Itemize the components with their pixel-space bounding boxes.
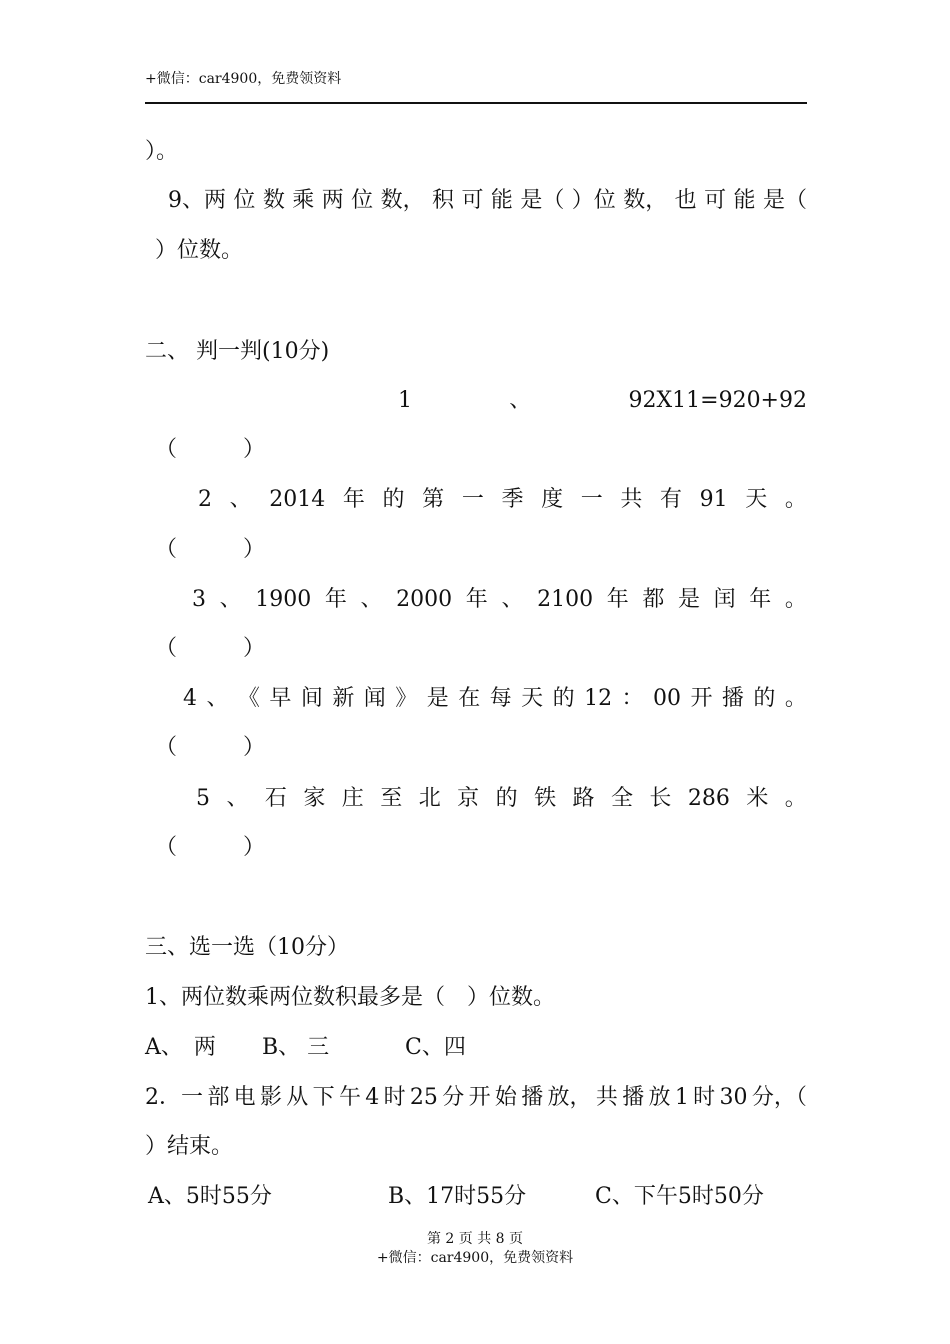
judge-item-2 (198, 487, 807, 513)
choice-q2-option-c: C、下午5时50分 (595, 1184, 764, 1209)
section2-title: 二、 判一判(10分) (145, 339, 330, 364)
choice-q2-line1-token: 午 (338, 1085, 361, 1110)
choice-q2-line1-token: 1 (674, 1085, 689, 1110)
judge-item-5-paren: （ ） (155, 835, 266, 860)
q9-line1-token: 9、两 (168, 188, 226, 213)
choice-q2-line1 (145, 1085, 807, 1111)
judge-item-1-token: 1 (398, 388, 412, 413)
judge-item-1-token: 92X11=920+92 (628, 388, 807, 413)
judge-item-3-token: 、 (501, 587, 524, 612)
judge-item-2-token: 第 (422, 487, 445, 512)
judge-item-3-token: 是 (677, 587, 700, 612)
choice-q2-line1-token: 从 (286, 1085, 309, 1110)
judge-item-2-token: 91 (699, 487, 728, 512)
judge-item-4-token: 播 (721, 686, 744, 711)
q9-line1-token: 积 (432, 188, 455, 213)
choice-q2-line1-token: 30 (719, 1085, 748, 1110)
judge-item-3-token: 2100 (537, 587, 594, 612)
judge-item-4 (183, 686, 807, 712)
judge-item-5-token: 家 (303, 786, 326, 811)
judge-item-3-token: 2000 (396, 587, 453, 612)
judge-item-4-token: 开 (690, 686, 713, 711)
choice-q2-line1-token: 始 (494, 1085, 517, 1110)
judge-item-5-token: 铁 (534, 786, 557, 811)
q9-line1-token: 可 (461, 188, 484, 213)
judge-item-5-token: 路 (572, 786, 595, 811)
judge-item-4-token: 》 (395, 686, 418, 711)
judge-item-5-token: 庄 (341, 786, 364, 811)
q9-line1-token: 能 (490, 188, 513, 213)
judge-item-4-token: 4 (183, 686, 197, 711)
header-rule (145, 102, 807, 104)
choice-q1-option-b: B、 三 (262, 1035, 330, 1060)
judge-item-4-token: 。 (784, 686, 807, 711)
choice-q2-option-a: A、5时55分 (148, 1184, 272, 1209)
q9-line2: ）位数。 (155, 238, 244, 263)
judge-item-2-token: 天 (745, 487, 768, 512)
choice-q2-line1-token: 2．一 (145, 1085, 203, 1110)
judge-item-4-token: 00 (653, 686, 681, 711)
judge-item-3-token: 1900 (255, 587, 312, 612)
judge-item-4-token: 天 (521, 686, 544, 711)
q9-line1-token: 位 (351, 188, 374, 213)
choice-q2-option-b: B、17时55分 (388, 1184, 527, 1209)
choice-q2-line1-token: 部 (207, 1085, 230, 1110)
choice-q2-line1-token: 分 (442, 1085, 465, 1110)
judge-item-5-token: 的 (495, 786, 518, 811)
choice-q2-line1-token: 25 (409, 1085, 438, 1110)
judge-item-2-token: 2 (198, 487, 212, 512)
q9-line1-token: 数， (623, 188, 668, 213)
choice-q2-line1-token: 影 (259, 1085, 282, 1110)
choice-q2-line2: ）结束。 (145, 1134, 234, 1159)
q9-line1-token: 乘 (292, 188, 315, 213)
prev-question-close: ）。 (145, 139, 179, 164)
choice-q2-line1-token: 播 (521, 1085, 544, 1110)
choice-q2-line1-token: 共 (595, 1085, 618, 1110)
judge-item-5-token: 全 (610, 786, 633, 811)
judge-item-3-token: 3 (192, 587, 206, 612)
footer-wechat-note: +微信：car4900，免费领资料 (376, 1250, 574, 1266)
judge-item-4-token: 的 (753, 686, 776, 711)
judge-item-4-token: 间 (300, 686, 323, 711)
judge-item-2-token: 。 (784, 487, 807, 512)
q9-line1-token: 是（ (520, 188, 565, 213)
judge-item-5-token: 、 (226, 786, 249, 811)
choice-q2-line1-token: 分，（ (751, 1085, 807, 1110)
judge-item-5-token: 5 (196, 786, 210, 811)
judge-item-3-paren: （ ） (155, 636, 266, 661)
choice-q2-line1-token: 下 (312, 1085, 335, 1110)
choice-q2-line1-token: 放 (648, 1085, 671, 1110)
judge-item-5-token: 286 (687, 786, 730, 811)
choice-q2-line1-token: 开 (468, 1085, 491, 1110)
q9-line1-token: 数 (262, 188, 285, 213)
judge-item-4-token: 早 (269, 686, 292, 711)
q9-line1-token: 两 (321, 188, 344, 213)
header-wechat-note: +微信：car4900，免费领资料 (145, 71, 342, 87)
judge-item-2-token: 一 (580, 487, 603, 512)
judge-item-5-token: 。 (784, 786, 807, 811)
judge-item-2-token: 一 (461, 487, 484, 512)
judge-item-4-token: ： (621, 686, 644, 711)
judge-item-4-token: 在 (458, 686, 481, 711)
judge-item-3-token: 年 (749, 587, 772, 612)
judge-item-3-token: 、 (219, 587, 242, 612)
judge-item-3-token: 年 (465, 587, 488, 612)
judge-item-3-token: 闰 (713, 587, 736, 612)
judge-item-3-token: 。 (784, 587, 807, 612)
judge-item-5-token: 北 (418, 786, 441, 811)
q9-line1-token: 是（ (762, 188, 807, 213)
choice-q2-line1-token: 放， (547, 1085, 592, 1110)
choice-q2-line1-token: 时 (383, 1085, 406, 1110)
choice-q2-line1-token: 播 (622, 1085, 645, 1110)
judge-item-5-token: 至 (380, 786, 403, 811)
judge-item-2-token: 、 (229, 487, 252, 512)
judge-item-3-token: 年 (606, 587, 629, 612)
judge-item-2-token: 有 (660, 487, 683, 512)
judge-item-2-token: 季 (501, 487, 524, 512)
judge-item-4-token: 是 (426, 686, 449, 711)
judge-item-2-token: 2014 (269, 487, 326, 512)
judge-item-4-token: 新 (332, 686, 355, 711)
judge-item-4-token: 的 (552, 686, 575, 711)
judge-item-4-token: 闻 (363, 686, 386, 711)
choice-q1-option-a: A、 两 (145, 1035, 216, 1060)
q9-line1-token: 数， (380, 188, 425, 213)
judge-item-1 (398, 388, 807, 414)
judge-item-2-token: 共 (620, 487, 643, 512)
footer-page-number: 第 2 页 共 8 页 (426, 1231, 524, 1247)
section3-title: 三、选一选（10分） (145, 935, 349, 960)
q9-line1-token: ）位 (571, 188, 616, 213)
choice-q2-line1-token: 时 (693, 1085, 716, 1110)
judge-item-3-token: 、 (360, 587, 383, 612)
choice-q2-line1-token: 电 (233, 1085, 256, 1110)
judge-item-3-token: 年 (324, 587, 347, 612)
q9-line1-token: 能 (733, 188, 756, 213)
judge-item-3 (192, 587, 807, 613)
judge-item-1-token: 、 (509, 388, 532, 413)
judge-item-3-token: 都 (642, 587, 665, 612)
choice-q2-line1-token: 4 (365, 1085, 380, 1110)
choice-q1: 1、两位数乘两位数积最多是（ ）位数。 (145, 985, 555, 1010)
judge-item-2-token: 年 (342, 487, 365, 512)
judge-item-4-token: 、 (206, 686, 229, 711)
judge-item-1-paren: （ ） (155, 437, 266, 462)
judge-item-5-token: 京 (457, 786, 480, 811)
judge-item-5-token: 石 (264, 786, 287, 811)
judge-item-2-token: 度 (541, 487, 564, 512)
q9-line1 (168, 188, 807, 214)
judge-item-5-token: 长 (649, 786, 672, 811)
judge-item-2-paren: （ ） (155, 537, 266, 562)
q9-line1-token: 也 (674, 188, 697, 213)
judge-item-4-token: 《 (237, 686, 260, 711)
judge-item-4-token: 每 (489, 686, 512, 711)
judge-item-2-token: 的 (382, 487, 405, 512)
q9-line1-token: 可 (704, 188, 727, 213)
choice-q1-option-c: C、四 (405, 1035, 466, 1060)
judge-item-4-paren: （ ） (155, 735, 266, 760)
judge-item-5 (196, 786, 807, 812)
judge-item-4-token: 12 (584, 686, 613, 711)
q9-line1-token: 位 (233, 188, 256, 213)
judge-item-5-token: 米 (746, 786, 769, 811)
